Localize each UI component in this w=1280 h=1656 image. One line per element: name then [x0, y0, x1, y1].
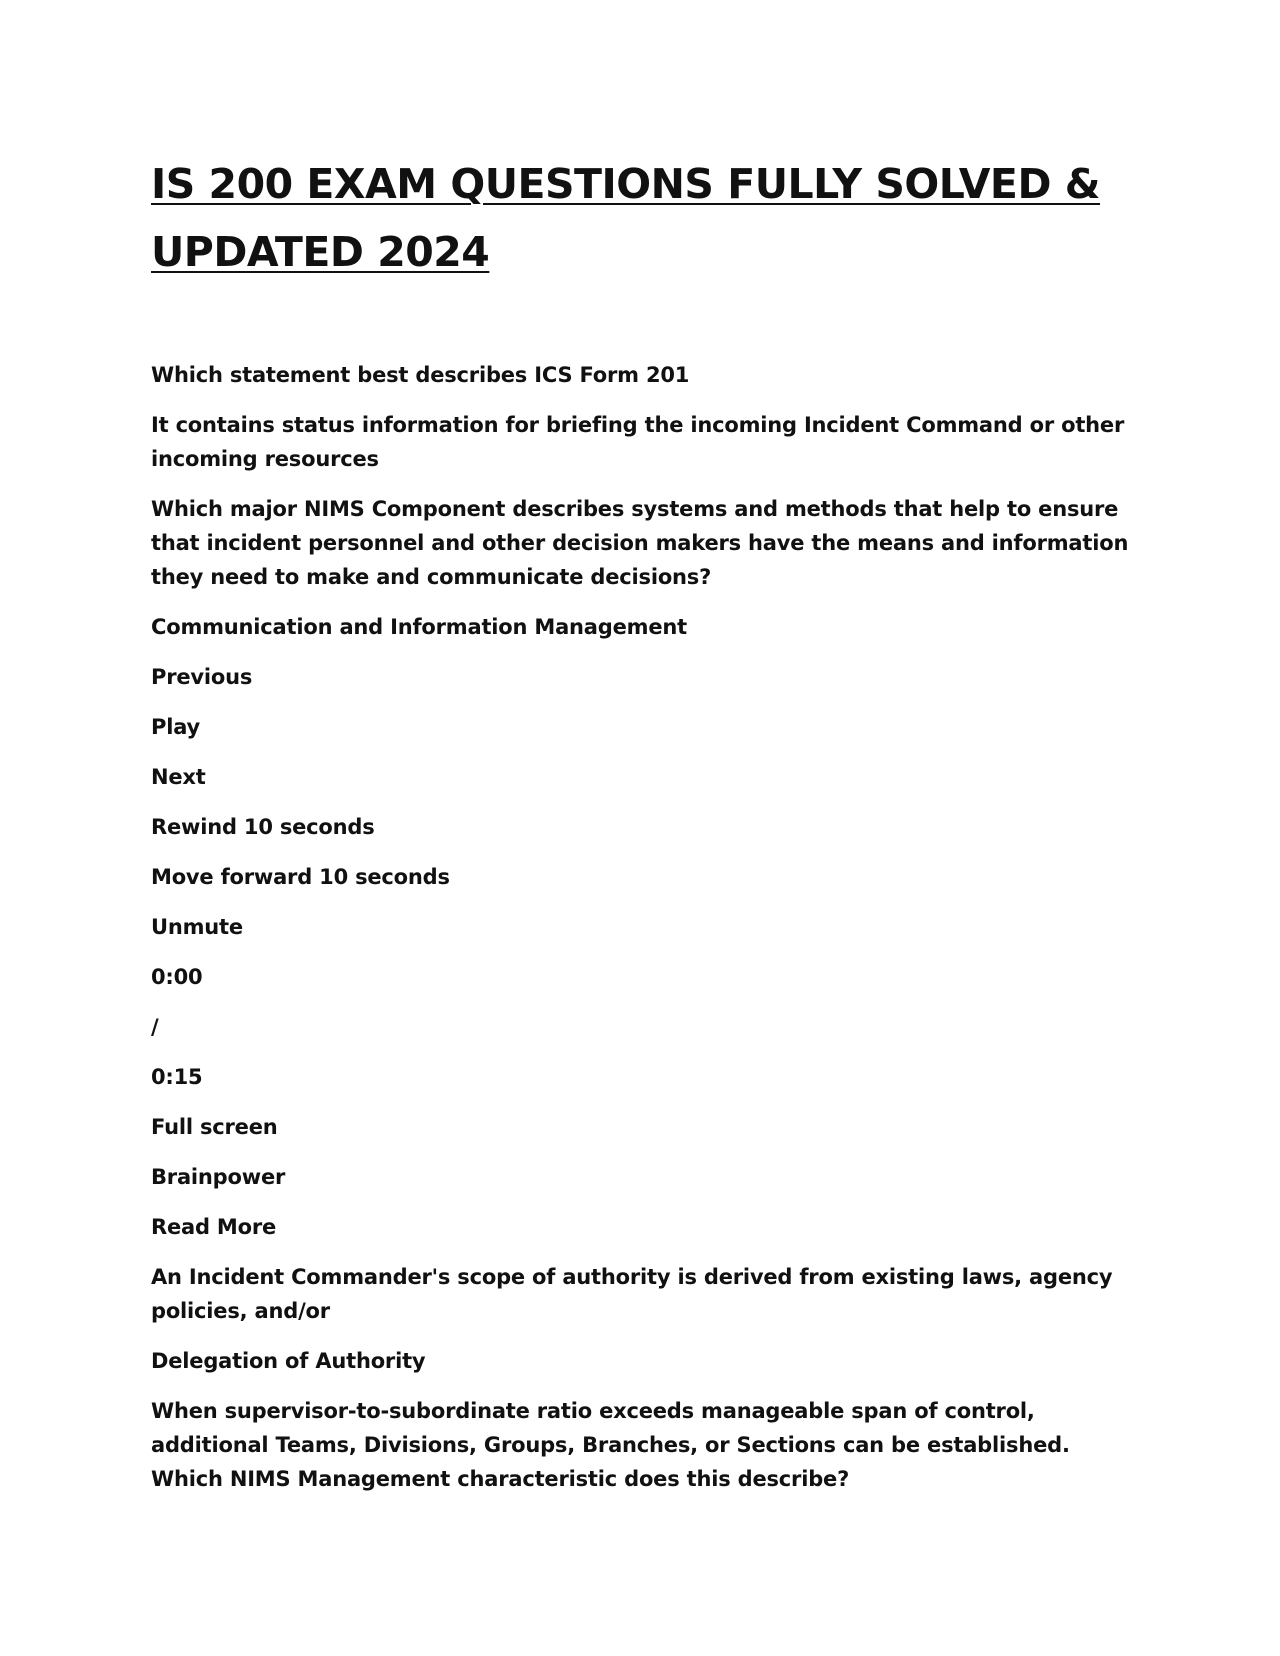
player-play-text: Play [151, 715, 201, 739]
player-unmute-text: Unmute [151, 915, 243, 939]
question-ic-authority: An Incident Commander's scope of authority is derived from existing laws, agency policies, and/or [151, 1265, 1113, 1323]
document-body [151, 358, 1141, 1496]
player-previous-text: Previous [151, 665, 253, 689]
player-rewind-text: Rewind 10 seconds [151, 815, 375, 839]
player-time-separator: / [151, 1015, 159, 1039]
title-line-1: IS 200 EXAM QUESTIONS FULLY SOLVED & [151, 160, 1101, 208]
brainpower-text: Brainpower [151, 1165, 286, 1189]
player-duration: 0:15 [151, 1065, 203, 1089]
player-current-time: 0:00 [151, 965, 203, 989]
player-forward-text: Move forward 10 seconds [151, 865, 450, 889]
player-next-text: Next [151, 765, 206, 789]
document-page [151, 150, 1141, 1512]
question-ics-form-201: Which statement best describes ICS Form 201 [151, 363, 690, 387]
answer-nims-component: Communication and Information Management [151, 615, 687, 639]
question-nims-component: Which major NIMS Component describes systems and methods that help to ensure that incident personnel and other decision makers have the means and information they need to make and communicate decisions? [151, 497, 1129, 589]
title-line-2: UPDATED 2024 [151, 228, 490, 276]
player-fullscreen-text: Full screen [151, 1115, 278, 1139]
question-span-of-control: When supervisor-to-subordinate ratio exceeds manageable span of control, additional Teams, Divisions, Groups, Branches, or Sections can be established. Which NIMS Management characteristic does this describe? [151, 1399, 1070, 1491]
answer-ic-authority: Delegation of Authority [151, 1349, 426, 1373]
document-title [151, 150, 1141, 286]
read-more-text: Read More [151, 1215, 277, 1239]
answer-ics-form-201: It contains status information for briefing the incoming Incident Command or other incoming resources [151, 413, 1125, 471]
